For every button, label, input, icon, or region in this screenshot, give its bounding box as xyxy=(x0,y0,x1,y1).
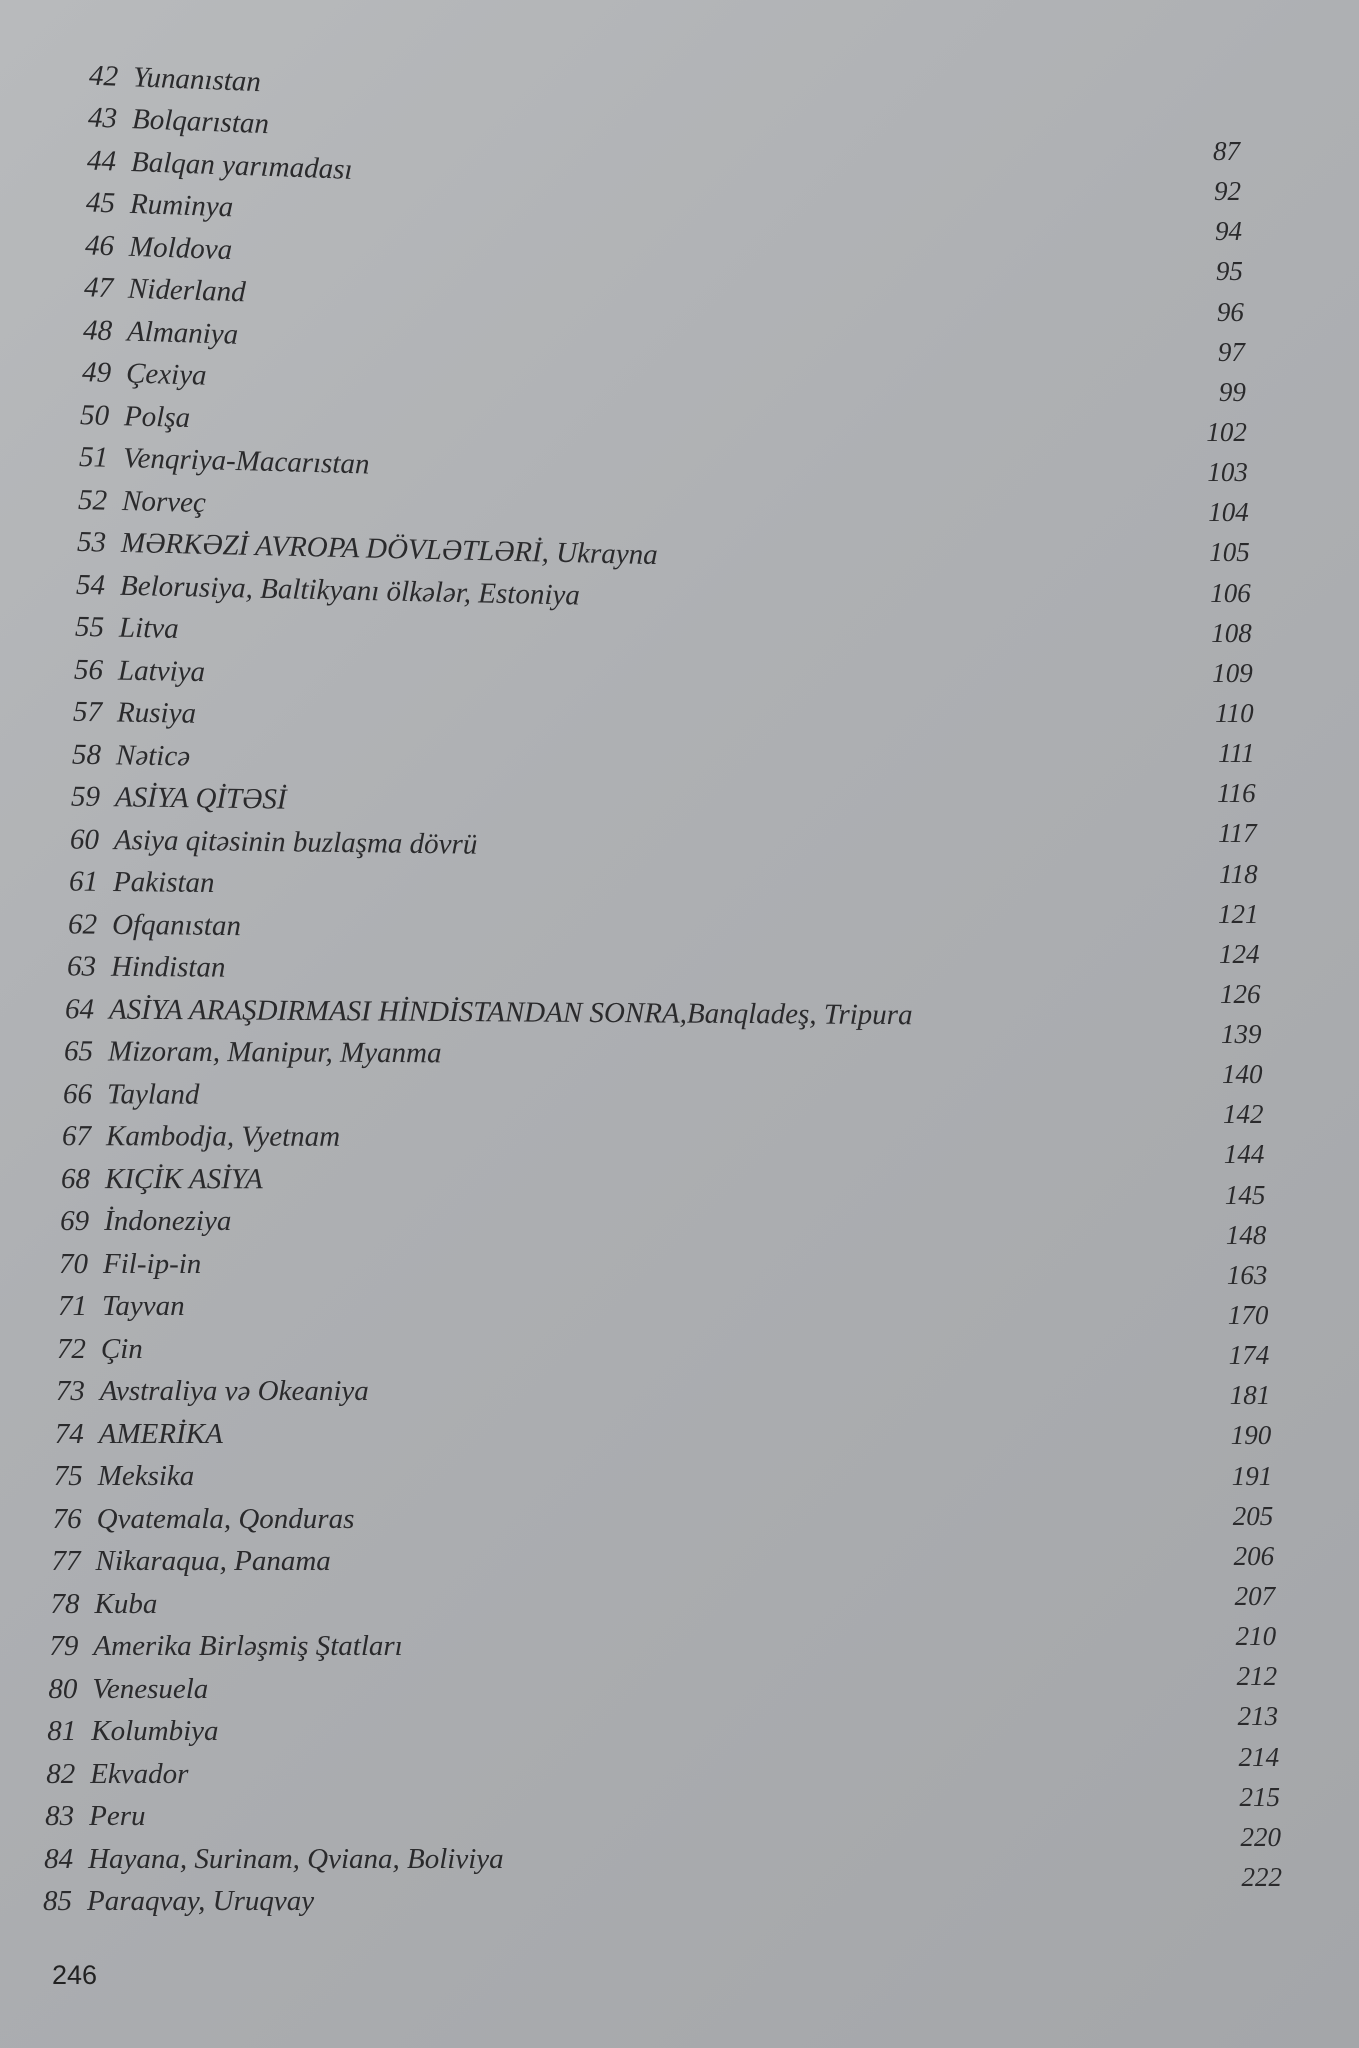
toc-page-ref: 148 xyxy=(1225,1219,1267,1250)
toc-entry-title: Venqriya-Macarıstan xyxy=(123,442,371,481)
toc-entry-title: Tayvan xyxy=(101,1290,185,1323)
toc-page-ref: 99 xyxy=(1218,376,1246,407)
toc-entry-number: 68 xyxy=(61,1162,91,1195)
toc-entry-number: 48 xyxy=(82,314,113,348)
toc-entry-title: Balqan yarımadası xyxy=(130,146,353,186)
toc-entry-title: Mizoram, Manipur, Myanma xyxy=(108,1035,442,1070)
toc-page-ref: 94 xyxy=(1214,216,1242,247)
toc-entry-title: ASİYA ARAŞDIRMASI HİNDİSTANDAN SONRA,Banqladeş, Tripura xyxy=(109,993,914,1031)
toc-entry-title: MƏRKƏZİ AVROPA DÖVLƏTLƏRİ, Ukrayna xyxy=(120,527,659,572)
toc-entry-number: 51 xyxy=(79,441,109,475)
toc-page-ref: 96 xyxy=(1216,296,1244,327)
toc-entry-number: 85 xyxy=(43,1885,72,1917)
toc-page-ref: 92 xyxy=(1213,176,1241,207)
toc-entry-number: 82 xyxy=(46,1757,76,1790)
toc-entry-number: 73 xyxy=(55,1375,85,1408)
toc-page-ref: 191 xyxy=(1231,1460,1273,1491)
toc-page-ref: 117 xyxy=(1218,818,1257,849)
toc-page-ref: 170 xyxy=(1227,1300,1269,1331)
toc-entry-title: Qvatemala, Qonduras xyxy=(96,1502,355,1535)
toc-entry-title: Çin xyxy=(100,1332,143,1365)
toc-entry-title: Paraqvay, Uruqvay xyxy=(87,1885,315,1917)
toc-entry-number: 43 xyxy=(87,102,118,136)
toc-entry-number: 72 xyxy=(56,1332,86,1365)
toc-page-ref: 97 xyxy=(1217,336,1245,367)
toc-entry-title: Ruminya xyxy=(129,188,234,224)
toc-entry-title: Avstraliya və Okeaniya xyxy=(99,1375,369,1408)
toc-page-ref: 214 xyxy=(1238,1741,1280,1772)
toc-entry-title: Pakistan xyxy=(112,866,215,900)
toc-entry-number: 80 xyxy=(48,1672,78,1705)
toc-page-ref: 126 xyxy=(1220,978,1261,1009)
toc-entry-number: 62 xyxy=(67,908,97,941)
toc-entry-title: Hindistan xyxy=(110,950,226,984)
toc-entry-title: Bolqarıstan xyxy=(131,103,270,141)
toc-page-ref: 222 xyxy=(1241,1862,1282,1892)
toc-entry-title: Asiya qitəsinin buzlaşma dövrü xyxy=(113,823,478,861)
toc-page-ref: 110 xyxy=(1215,697,1254,728)
toc-page-ref: 121 xyxy=(1218,898,1259,929)
toc-page-ref: 205 xyxy=(1232,1500,1274,1531)
toc-entry-number: 77 xyxy=(51,1545,81,1578)
toc-entry-number: 78 xyxy=(50,1587,80,1620)
toc-entry-title: Norveç xyxy=(121,484,207,519)
toc-page-ref: 111 xyxy=(1218,738,1255,769)
toc-entry-number: 60 xyxy=(69,823,99,856)
toc-entry-number: 70 xyxy=(59,1247,89,1280)
toc-page-ref: 142 xyxy=(1222,1099,1264,1130)
toc-page-ref: 213 xyxy=(1237,1701,1279,1732)
toc-entry-number: 50 xyxy=(80,399,110,432)
toc-page-ref: 105 xyxy=(1209,537,1250,568)
toc-page-ref: 106 xyxy=(1210,577,1251,608)
toc-page-ref: 210 xyxy=(1235,1621,1277,1652)
toc-entry-number: 46 xyxy=(84,229,115,263)
toc-page-ref: 215 xyxy=(1239,1781,1281,1812)
toc-page-ref: 212 xyxy=(1236,1661,1278,1692)
toc-page-ref: 104 xyxy=(1208,497,1249,528)
toc-page-ref: 220 xyxy=(1240,1821,1282,1852)
toc-entry-title: İndoneziya xyxy=(104,1205,232,1238)
toc-entry-number: 44 xyxy=(86,144,117,178)
toc-entry-number: 57 xyxy=(72,696,103,729)
toc-entry-title: Kuba xyxy=(94,1587,158,1620)
toc-entry-number: 55 xyxy=(74,611,105,644)
toc-entry-title: Nikaraqua, Panama xyxy=(95,1545,331,1578)
toc-entry-title: Moldova xyxy=(128,230,233,267)
toc-entry-title: Ekvador xyxy=(90,1757,189,1790)
toc-page-ref: 103 xyxy=(1207,457,1248,488)
toc-entry-number: 74 xyxy=(54,1417,84,1450)
toc-entry-number: 79 xyxy=(49,1630,79,1663)
toc-page-ref: 139 xyxy=(1220,1019,1262,1050)
toc-entry-number: 52 xyxy=(77,483,108,517)
toc-entry-number: 67 xyxy=(62,1120,92,1153)
toc-entry-title: Niderland xyxy=(127,273,246,309)
toc-entry-title: Kambodja, Vyetnam xyxy=(106,1120,341,1154)
toc-page-ref: 163 xyxy=(1226,1259,1268,1290)
toc-entry-number: 83 xyxy=(45,1800,75,1833)
toc-entry-number: 76 xyxy=(52,1502,82,1535)
toc-page-ref: 118 xyxy=(1219,858,1258,889)
toc-page-ref: 174 xyxy=(1228,1340,1270,1371)
toc-entry-title: Almaniya xyxy=(126,315,239,351)
toc-entry-title: Hayana, Surinam, Qviana, Boliviya xyxy=(88,1842,504,1875)
toc-entry-number: 49 xyxy=(81,356,112,390)
toc-page-ref: 95 xyxy=(1215,256,1243,287)
toc-page-ref: 124 xyxy=(1219,938,1260,969)
toc-entry-title: Belorusiya, Baltikyanı ölkələr, Estoniya xyxy=(119,569,581,612)
toc-entry-title: ASİYA QİTƏSİ xyxy=(114,781,287,816)
toc-entry-title: Fil-ip-in xyxy=(103,1247,202,1280)
toc-entry-number: 45 xyxy=(85,186,116,220)
toc-entry-number: 75 xyxy=(53,1460,83,1493)
toc-page-ref: 140 xyxy=(1221,1059,1263,1090)
toc-entry-number: 61 xyxy=(68,865,98,899)
toc-entry-title: Venesuela xyxy=(92,1672,209,1705)
toc-entry-title: AMERİKA xyxy=(98,1417,223,1450)
toc-entry-number: 84 xyxy=(44,1842,74,1875)
toc-entry-title: Peru xyxy=(89,1800,146,1833)
toc-entry-number: 65 xyxy=(64,1035,94,1068)
toc-entry-title: Amerika Birləşmiş Ştatları xyxy=(93,1630,403,1663)
toc-entry-title: Meksika xyxy=(97,1460,195,1493)
toc-entry-number: 69 xyxy=(60,1205,90,1238)
toc-entry-number: 71 xyxy=(57,1290,87,1323)
toc-page-ref: 108 xyxy=(1211,617,1252,648)
toc-page-ref: 144 xyxy=(1223,1139,1265,1170)
toc-page-ref: 207 xyxy=(1234,1581,1276,1612)
toc-page-ref: 206 xyxy=(1233,1540,1275,1571)
toc-page-ref: 116 xyxy=(1217,778,1256,809)
toc-entry-number: 81 xyxy=(47,1715,77,1748)
toc-entry-title: Kolumbiya xyxy=(91,1715,219,1748)
toc-entry-title: KIÇİK ASİYA xyxy=(105,1162,263,1195)
toc-entry-number: 66 xyxy=(63,1077,93,1111)
toc-entry-title: Rusiya xyxy=(116,696,197,731)
toc-page-ref: 181 xyxy=(1229,1380,1271,1411)
toc-entry-number: 54 xyxy=(75,568,106,602)
toc-entry-title: Ofqanıstan xyxy=(111,908,241,942)
toc-page-ref: 102 xyxy=(1206,416,1247,447)
toc-entry-title: Polşa xyxy=(124,400,191,434)
toc-entry-title: Tayland xyxy=(107,1078,200,1111)
toc-entry-title: Nəticə xyxy=(115,739,191,773)
toc-entry-number: 56 xyxy=(73,653,104,687)
toc-entry-number: 42 xyxy=(88,59,119,93)
toc-entry-number: 53 xyxy=(76,526,107,559)
toc-entry-number: 64 xyxy=(65,993,95,1026)
toc-entry-number: 58 xyxy=(71,738,102,771)
toc-page-ref: 145 xyxy=(1224,1179,1266,1210)
toc-entry-title: Latviya xyxy=(117,654,206,688)
toc-page-ref: 190 xyxy=(1230,1420,1272,1451)
toc-entry-number: 59 xyxy=(70,780,101,814)
toc-page-ref: 87 xyxy=(1213,136,1240,166)
toc-entry-number: 63 xyxy=(66,950,96,983)
toc-entry-number: 47 xyxy=(83,271,114,305)
page-number: 246 xyxy=(52,1960,98,1990)
toc-page-ref: 109 xyxy=(1212,657,1253,688)
toc-entry-title: Litva xyxy=(118,612,180,646)
toc-entry-title: Çexiya xyxy=(125,357,207,393)
toc-entry-title: Yunanıstan xyxy=(132,61,262,99)
